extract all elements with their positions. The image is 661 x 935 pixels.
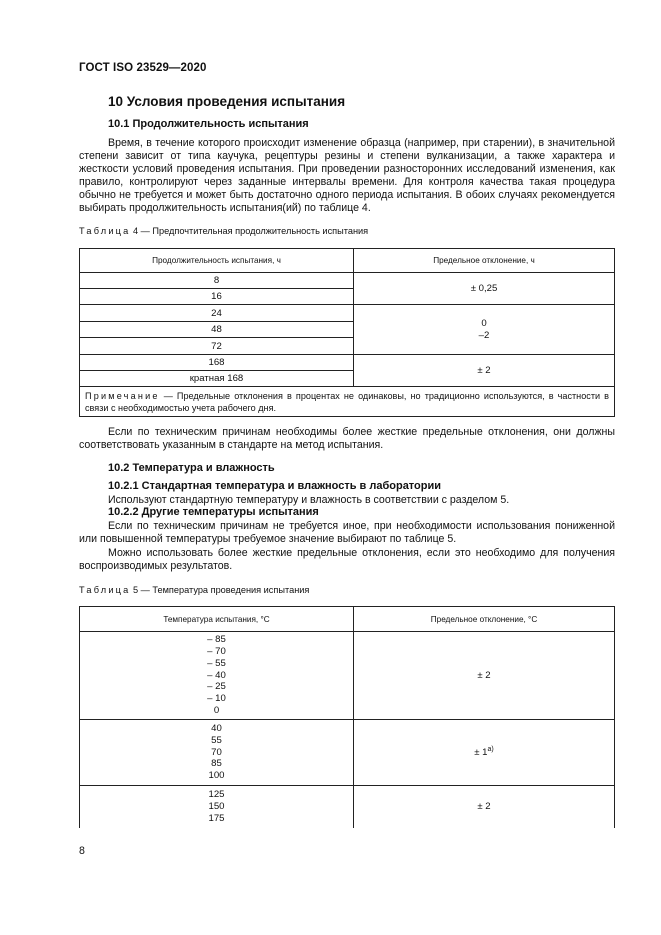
table-cell: 72 xyxy=(80,338,354,355)
paragraph-after-table4: Если по техническим причинам необходимы более жесткие предельные отклонения, они должны соответствовать указанным в стандарте на метод испытания. xyxy=(79,426,615,452)
subsection-title-standard: 10.2.1 Стандартная температура и влажность в лаборатории xyxy=(108,480,442,492)
subsection-title-other: 10.2.2 Другие температуры испытания xyxy=(108,506,319,518)
table5-group1 xyxy=(80,632,354,720)
dev-value: ± 1 xyxy=(474,747,488,759)
note-word: Примечание xyxy=(85,391,160,401)
table-cell: кратная 168 xyxy=(80,371,354,387)
table-cell: ± 2 xyxy=(354,786,615,828)
subsection-title-temperature: 10.2 Температура и влажность xyxy=(108,462,275,474)
table-cell: 48 xyxy=(80,322,354,338)
temp-value: 40 xyxy=(211,723,222,734)
table5-caption xyxy=(79,585,309,595)
temp-value: – 10 xyxy=(207,693,226,705)
table-cell: 24 xyxy=(80,305,354,322)
temp-value: – 55 xyxy=(207,657,226,669)
temp-value: 175 xyxy=(208,812,225,824)
table-cell: 168 xyxy=(80,355,354,371)
table-cell: 8 xyxy=(80,273,354,289)
temp-value: – 70 xyxy=(207,646,226,657)
paragraph-duration: Время, в течение которого происходит изменение образца (например, при старении), в значительной степени зависит от типа каучука, рецептуры резины и степени вулканизации, а также характера и жесткости условий проведения испытания. При проведении разносторонних исследований изменения, как правило, контролируют через заданные интервалы времени. Для контроля качества такая процедура обычно не требуется и может быть достаточно одного периода испытания. В обоих случаях рекомендуется выбирать продолжительность испытания(ий) по таблице 4. xyxy=(79,137,615,215)
document-code: ГОСТ ISO 23529—2020 xyxy=(79,62,207,74)
table5-caption-word: Таблица xyxy=(79,585,131,595)
table5-caption-text: 5 — Температура проведения испытания xyxy=(130,585,310,595)
table5-col-temperature: Температура испытания, °С xyxy=(80,607,354,632)
table4-caption xyxy=(79,226,368,236)
temp-value: 85 xyxy=(211,758,222,770)
table4 xyxy=(79,248,615,417)
table-cell: ± 2 xyxy=(354,632,615,720)
footnote-mark: a) xyxy=(487,746,494,754)
note-text: — Предельные отклонения в процентах не одинаковы, но традиционно используются, в частности в связи с необходимостью учета рабочего дня. xyxy=(85,391,609,413)
table5-col-deviation: Предельное отклонение, °С xyxy=(354,607,615,632)
temp-value: – 25 xyxy=(207,681,226,693)
section-title: 10 Условия проведения испытания xyxy=(108,94,346,109)
page-number: 8 xyxy=(79,845,85,857)
table4-caption-text: 4 — Предпочтительная продолжительность испытания xyxy=(130,226,369,236)
temp-value: 55 xyxy=(211,734,222,746)
table-cell xyxy=(354,720,615,786)
temp-value: 0 xyxy=(213,704,220,716)
temp-value: 100 xyxy=(208,770,225,782)
table5 xyxy=(79,606,615,828)
table4-col-duration: Продолжительность испытания, ч xyxy=(80,249,354,273)
temp-value: 70 xyxy=(211,746,222,758)
paragraph-standard: Используют стандартную температуру и влажность в соответствии с разделом 5. xyxy=(108,494,510,506)
table-cell: ± 0,25 xyxy=(354,273,615,305)
temp-value: – 85 xyxy=(207,634,226,646)
table-cell xyxy=(354,305,615,355)
dev-line: 0 xyxy=(481,317,487,329)
temp-value: – 40 xyxy=(207,669,226,681)
table4-col-deviation: Предельное отклонение, ч xyxy=(354,249,615,273)
table4-caption-word: Таблица xyxy=(79,226,131,236)
table4-note xyxy=(80,387,615,417)
subsection-title-duration: 10.1 Продолжительность испытания xyxy=(108,118,309,130)
table-cell: ± 2 xyxy=(354,355,615,387)
paragraph-other-1: Если по техническим причинам не требуется иное, при необходимости использования пониженной или повышенной температуры требуемое значение выбирают по таблице 5. xyxy=(79,520,615,546)
table5-group3 xyxy=(80,786,354,828)
paragraph-other-2: Можно использовать более жесткие предельные отклонения, если это необходимо для получения воспроизводимых результатов. xyxy=(79,547,615,573)
temp-value: 150 xyxy=(208,800,225,812)
temp-value: 125 xyxy=(208,789,225,801)
dev-line: –2 xyxy=(478,329,490,341)
table-cell: 16 xyxy=(80,289,354,305)
table5-group2 xyxy=(80,720,354,786)
